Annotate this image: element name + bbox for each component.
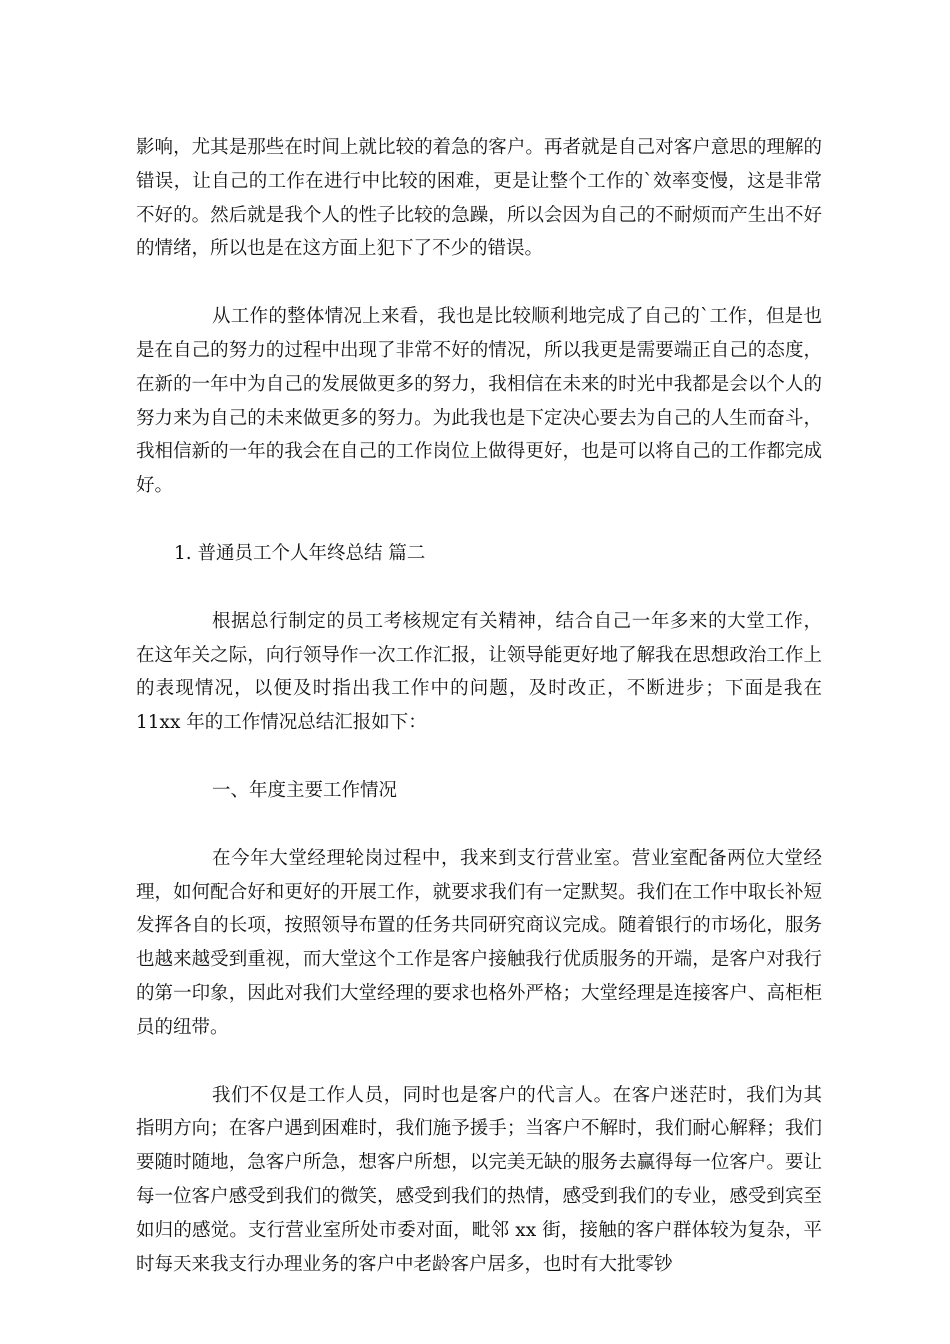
paragraph-customer-service: 我们不仅是工作人员，同时也是客户的代言人。在客户迷茫时，我们为其指明方向；在客户遇到困难时，我们施予援手；当客户不解时，我们耐心解释；我们要随时随地，急客户所急，想客户所想，以完美无缺的服务去赢得每一位客户。要让每一位客户感受到我们的微笑，感受到我们的热情，感受到我们的专业，感受到宾至如归的感觉。支行营业室所处市委对面，毗邻 xx 街，接触的客户群体较为复杂，平时每天来我支行办理业务的客户中老龄客户居多，也时有大批零钞 — [136, 1084, 822, 1275]
paragraph-continuation: 影响，尤其是那些在时间上就比较的着急的客户。再者就是自己对客户意思的理解的错误，让自己的工作在进行中比较的困难，更是让整个工作的`效率变慢，这是非常不好的。然后就是我个人的性子比较的急躁，所以会因为自己的不耐烦而产生出不好的情绪，所以也是在这方面上犯下了不少的错误。 — [136, 137, 822, 260]
paragraph-gap — [136, 808, 822, 842]
paragraph-work-situation: 在今年大堂经理轮岗过程中，我来到支行营业室。营业室配备两位大堂经理，如何配合好和更好的开展工作，就要求我们有一定默契。我们在工作中取长补短发挥各自的长项，按照领导布置的任务共同研究商议完成。随着银行的市场化，服务也越来越受到重视，而大堂这个工作是客户接触我行优质服务的开端，是客户对我行的第一印象，因此对我们大堂经理的要求也格外严格；大堂经理是连接客户、高柜柜员的纽带。 — [136, 847, 822, 1038]
document-body — [136, 131, 822, 1281]
paragraph-intro: 根据总行制定的员工考核规定有关精神，结合自己一年多来的大堂工作，在这年关之际，向行领导作一次工作汇报，让领导能更好地了解我在思想政治工作上的表现情况，以便及时指出我工作中的问题，及时改正，不断进步；下面是我在 11xx 年的工作情况总结汇报如下： — [136, 610, 822, 734]
section-heading: 1. 普通员工个人年终总结 篇二 — [174, 542, 426, 564]
paragraph-gap — [136, 571, 822, 605]
paragraph-summary: 从工作的整体情况上来看，我也是比较顺利地完成了自己的`工作，但是也是在自己的努力的过程中出现了非常不好的情况，所以我更是需要端正自己的态度，在新的一年中为自己的发展做更多的努力，我相信在未来的时光中我都是会以个人的努力来为自己的未来做更多的努力。为此我也是下定决心要去为自己的人生而奋斗，我相信新的一年的我会在自己的工作岗位上做得更好，也是可以将自己的工作都完成好。 — [136, 306, 822, 497]
paragraph-gap — [136, 266, 822, 300]
subsection-heading: 一、年度主要工作情况 — [212, 779, 398, 801]
paragraph-gap — [136, 1045, 822, 1079]
paragraph-gap — [136, 740, 822, 774]
paragraph-gap — [136, 503, 822, 537]
